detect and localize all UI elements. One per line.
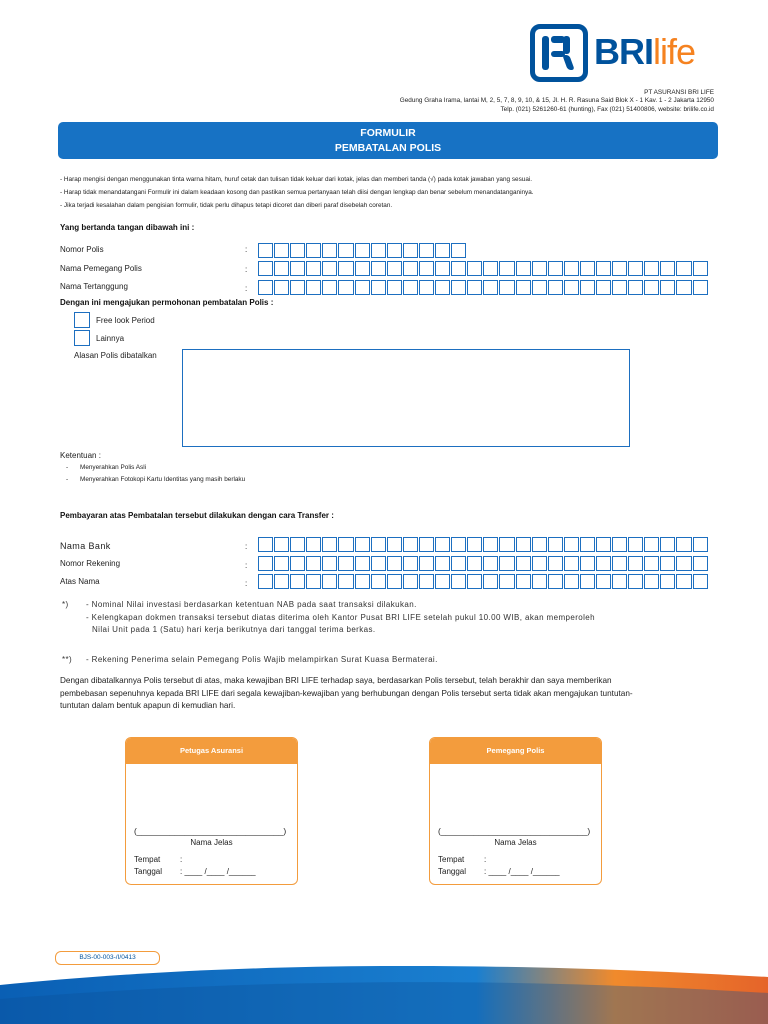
char-box[interactable] xyxy=(403,243,418,258)
nama-pemegang-polis-input[interactable] xyxy=(258,261,709,276)
char-box[interactable] xyxy=(467,537,482,552)
char-box[interactable] xyxy=(355,537,370,552)
char-box[interactable] xyxy=(403,556,418,571)
char-box[interactable] xyxy=(644,574,659,589)
char-box[interactable] xyxy=(516,556,531,571)
char-box[interactable] xyxy=(467,556,482,571)
char-box[interactable] xyxy=(499,537,514,552)
company-info xyxy=(400,89,714,114)
char-box[interactable] xyxy=(258,537,273,552)
char-box[interactable] xyxy=(274,574,289,589)
char-box[interactable] xyxy=(483,261,498,276)
char-box[interactable] xyxy=(548,574,563,589)
char-box[interactable] xyxy=(274,556,289,571)
char-box[interactable] xyxy=(435,243,450,258)
char-box[interactable] xyxy=(596,280,611,295)
label-nama-bank: Nama Bank xyxy=(60,541,111,551)
char-box[interactable] xyxy=(693,261,708,276)
char-box[interactable] xyxy=(322,261,337,276)
logo-wordmark: BRIlife xyxy=(594,31,696,72)
label-atas-nama: Atas Nama xyxy=(60,577,100,586)
label-alasan: Alasan Polis dibatalkan xyxy=(74,351,157,360)
char-box[interactable] xyxy=(580,537,595,552)
char-box[interactable] xyxy=(290,556,305,571)
place-label: Tempat xyxy=(438,855,465,864)
char-box[interactable] xyxy=(499,556,514,571)
date-label: Tanggal xyxy=(134,867,163,876)
char-box[interactable] xyxy=(274,243,289,258)
char-box[interactable] xyxy=(548,537,563,552)
signature-card-title: Pemegang Polis xyxy=(430,738,601,764)
footer-wave-decoration xyxy=(0,955,768,1024)
note-line: - Nominal Nilai investasi berdasarkan ketentuan NAB pada saat transaksi dilakukan. xyxy=(86,600,417,609)
char-box[interactable] xyxy=(387,537,402,552)
char-box[interactable] xyxy=(596,537,611,552)
char-box[interactable] xyxy=(693,574,708,589)
char-box[interactable] xyxy=(274,280,289,295)
instruction-item: - Harap tidak menandatangani Formulir ini dalam keadaan kosong dan pastikan semua pertanyaan telah diisi dengan lengkap dan benar sebelum menandatanganinya. xyxy=(60,189,534,196)
char-box[interactable] xyxy=(548,556,563,571)
char-box[interactable] xyxy=(258,280,273,295)
colon: : xyxy=(245,284,248,293)
note-mark: *) xyxy=(62,600,69,609)
char-box[interactable] xyxy=(676,261,691,276)
char-box[interactable] xyxy=(258,556,273,571)
char-box[interactable] xyxy=(322,243,337,258)
char-box[interactable] xyxy=(596,261,611,276)
char-box[interactable] xyxy=(564,537,579,552)
char-box[interactable] xyxy=(435,574,450,589)
list-item: - Menyerahkan Polis Asli xyxy=(66,464,147,471)
char-box[interactable] xyxy=(596,556,611,571)
char-box[interactable] xyxy=(644,556,659,571)
char-box[interactable] xyxy=(548,280,563,295)
section-signer-heading: Yang bertanda tangan dibawah ini : xyxy=(60,223,195,232)
char-box[interactable] xyxy=(338,261,353,276)
label-nomor-polis: Nomor Polis xyxy=(60,245,104,254)
signature-line[interactable]: (_______________________________) xyxy=(134,826,287,836)
colon: : xyxy=(245,265,248,274)
char-box[interactable] xyxy=(564,261,579,276)
char-box[interactable] xyxy=(532,537,547,552)
char-box[interactable] xyxy=(306,243,321,258)
char-box[interactable] xyxy=(628,280,643,295)
document-id-badge: BJS-00-003-/I/0413 xyxy=(55,951,160,965)
char-box[interactable] xyxy=(290,243,305,258)
date-label: Tanggal xyxy=(438,867,467,876)
signature-card-pemegang xyxy=(429,737,602,885)
char-box[interactable] xyxy=(435,556,450,571)
char-box[interactable] xyxy=(532,556,547,571)
char-box[interactable] xyxy=(660,280,675,295)
char-box[interactable] xyxy=(355,574,370,589)
char-box[interactable] xyxy=(258,574,273,589)
char-box[interactable] xyxy=(612,280,627,295)
company-contact: Telp. (021) 5261260-61 (hunting), Fax (021) 51400806, website: brilife.co.id xyxy=(500,105,714,113)
char-box[interactable] xyxy=(628,574,643,589)
place-label: Tempat xyxy=(134,855,161,864)
colon: : xyxy=(245,561,248,570)
char-box[interactable] xyxy=(322,280,337,295)
char-box[interactable] xyxy=(290,280,305,295)
free-look-checkbox[interactable] xyxy=(74,312,90,328)
char-box[interactable] xyxy=(693,556,708,571)
char-box[interactable] xyxy=(693,280,708,295)
form-title-line1: FORMULIR xyxy=(360,127,416,139)
char-box[interactable] xyxy=(676,280,691,295)
char-box[interactable] xyxy=(628,261,643,276)
company-address: Gedung Graha Irama, lantai M, 2, 5, 7, 8, 9, 10, & 15, Jl. H. R. Rasuna Said Blok X - 1 Kav. 1 - 2 Jakarta 12950 xyxy=(399,97,714,105)
char-box[interactable] xyxy=(322,556,337,571)
list-item: - Menyerahkan Fotokopi Kartu Identitas yang masih berlaku xyxy=(66,476,246,483)
char-box[interactable] xyxy=(483,556,498,571)
nomor-rekening-input[interactable] xyxy=(258,556,709,571)
char-box[interactable] xyxy=(564,280,579,295)
signature-fields xyxy=(134,854,256,878)
char-box[interactable] xyxy=(355,556,370,571)
char-box[interactable] xyxy=(355,261,370,276)
note-line: - Kelengkapan dokmen transaksi tersebut diatas diterima oleh Kantor Pusat BRI LIFE setelah pukul 10.00 WIB, akan memperoleh xyxy=(86,612,596,622)
signature-line[interactable]: (_______________________________) xyxy=(438,826,591,836)
form-title-line2: PEMBATALAN POLIS xyxy=(334,142,442,154)
char-box[interactable] xyxy=(355,243,370,258)
date-value[interactable]: : ____ /____ /______ xyxy=(180,867,256,876)
char-box[interactable] xyxy=(564,574,579,589)
char-box[interactable] xyxy=(387,280,402,295)
char-box[interactable] xyxy=(467,280,482,295)
label-nama-tertanggung: Nama Tertanggung xyxy=(60,282,128,291)
char-box[interactable] xyxy=(499,574,514,589)
char-box[interactable] xyxy=(419,280,434,295)
char-box[interactable] xyxy=(419,556,434,571)
section-request-heading: Dengan ini mengajukan permohonan pembatalan Polis : xyxy=(60,298,274,307)
char-box[interactable] xyxy=(306,574,321,589)
char-box[interactable] xyxy=(322,574,337,589)
declaration-statement: Dengan dibatalkannya Polis tersebut di atas, maka kewajiban BRI LIFE terhadap saya, berdasarkan Polis tersebut, telah berakhir dan saya memberikan pembebasan sepenuhnya kepada BRI LIFE dari segala kewajiban-kewajiban yang berhubungan dengan Polis tersebut serta tidak akan mengajukan tuntutan-tuntutan dalam bentuk apapun di kemudian hari. xyxy=(60,676,633,710)
char-box[interactable] xyxy=(612,574,627,589)
char-box[interactable] xyxy=(644,261,659,276)
place-value[interactable]: : xyxy=(180,855,183,864)
char-box[interactable] xyxy=(499,261,514,276)
char-box[interactable] xyxy=(451,574,466,589)
char-box[interactable] xyxy=(435,261,450,276)
lainnya-checkbox[interactable] xyxy=(74,330,90,346)
instruction-item: - Jika terjadi kesalahan dalam pengisian formulir, tidak perlu dihapus tetapi dicoret dan diberi paraf disebelah coretan. xyxy=(60,202,393,209)
char-box[interactable] xyxy=(371,261,386,276)
char-box[interactable] xyxy=(419,574,434,589)
char-box[interactable] xyxy=(580,280,595,295)
char-box[interactable] xyxy=(451,261,466,276)
char-box[interactable] xyxy=(274,537,289,552)
char-box[interactable] xyxy=(532,574,547,589)
signature-name-label: Nama Jelas xyxy=(190,838,233,847)
signature-card-title: Petugas Asuransi xyxy=(126,738,297,764)
char-box[interactable] xyxy=(676,537,691,552)
char-box[interactable] xyxy=(483,537,498,552)
section-transfer-heading: Pembayaran atas Pembatalan tersebut dilakukan dengan cara Transfer : xyxy=(60,511,334,520)
char-box[interactable] xyxy=(355,280,370,295)
date-value[interactable]: : ____ /____ /______ xyxy=(484,867,560,876)
char-box[interactable] xyxy=(435,537,450,552)
char-box[interactable] xyxy=(612,537,627,552)
char-box[interactable] xyxy=(371,556,386,571)
char-box[interactable] xyxy=(290,574,305,589)
char-box[interactable] xyxy=(451,556,466,571)
alasan-textarea[interactable] xyxy=(182,349,630,447)
char-box[interactable] xyxy=(338,537,353,552)
colon: : xyxy=(245,542,248,551)
char-box[interactable] xyxy=(660,574,675,589)
char-box[interactable] xyxy=(306,537,321,552)
char-box[interactable] xyxy=(676,556,691,571)
char-box[interactable] xyxy=(483,280,498,295)
label-nama-pemegang-polis: Nama Pemegang Polis xyxy=(60,264,142,273)
char-box[interactable] xyxy=(338,574,353,589)
char-box[interactable] xyxy=(451,537,466,552)
char-box[interactable] xyxy=(628,537,643,552)
char-box[interactable] xyxy=(419,243,434,258)
char-box[interactable] xyxy=(628,556,643,571)
char-box[interactable] xyxy=(580,556,595,571)
char-box[interactable] xyxy=(564,556,579,571)
ketentuan-heading: Ketentuan : xyxy=(60,451,101,460)
note-line: Nilai Unit pada 1 (Satu) hari kerja berikutnya dari tanggal terima berkas. xyxy=(92,625,376,634)
char-box[interactable] xyxy=(660,261,675,276)
bri-logo-mark-icon xyxy=(530,24,588,82)
char-box[interactable] xyxy=(403,261,418,276)
char-box[interactable] xyxy=(306,280,321,295)
nama-bank-input[interactable] xyxy=(258,537,709,552)
char-box[interactable] xyxy=(403,574,418,589)
char-box[interactable] xyxy=(387,243,402,258)
char-box[interactable] xyxy=(338,243,353,258)
char-box[interactable] xyxy=(338,280,353,295)
char-box[interactable] xyxy=(532,261,547,276)
char-box[interactable] xyxy=(387,556,402,571)
char-box[interactable] xyxy=(435,280,450,295)
char-box[interactable] xyxy=(467,574,482,589)
char-box[interactable] xyxy=(612,556,627,571)
char-box[interactable] xyxy=(499,280,514,295)
place-value[interactable]: : xyxy=(484,855,487,864)
char-box[interactable] xyxy=(516,537,531,552)
char-box[interactable] xyxy=(451,280,466,295)
char-box[interactable] xyxy=(258,261,273,276)
char-box[interactable] xyxy=(467,261,482,276)
char-box[interactable] xyxy=(306,261,321,276)
brilife-logo xyxy=(530,24,696,84)
atas-nama-input[interactable] xyxy=(258,574,709,589)
char-box[interactable] xyxy=(403,537,418,552)
char-box[interactable] xyxy=(371,280,386,295)
company-name: PT ASURANSI BRI LIFE xyxy=(644,89,714,96)
char-box[interactable] xyxy=(419,261,434,276)
nama-tertanggung-input[interactable] xyxy=(258,280,709,295)
char-box[interactable] xyxy=(660,556,675,571)
note-line: - Rekening Penerima selain Pemegang Polis Wajib melampirkan Surat Kuasa Bermaterai. xyxy=(86,655,438,664)
char-box[interactable] xyxy=(516,574,531,589)
nomor-polis-input[interactable] xyxy=(258,243,467,258)
char-box[interactable] xyxy=(274,261,289,276)
colon: : xyxy=(245,245,248,254)
char-box[interactable] xyxy=(451,243,466,258)
char-box[interactable] xyxy=(644,280,659,295)
signature-card-petugas xyxy=(125,737,298,885)
char-box[interactable] xyxy=(612,261,627,276)
instructions xyxy=(60,173,534,212)
char-box[interactable] xyxy=(483,574,498,589)
char-box[interactable] xyxy=(516,261,531,276)
char-box[interactable] xyxy=(306,556,321,571)
char-box[interactable] xyxy=(676,574,691,589)
char-box[interactable] xyxy=(338,556,353,571)
char-box[interactable] xyxy=(660,537,675,552)
char-box[interactable] xyxy=(387,261,402,276)
char-box[interactable] xyxy=(290,261,305,276)
char-box[interactable] xyxy=(596,574,611,589)
ketentuan-list xyxy=(66,462,245,486)
char-box[interactable] xyxy=(532,280,547,295)
instruction-item: - Harap mengisi dengan menggunakan tinta warna hitam, huruf cetak dan tulisan tidak keluar dari kotak, jelas dan memberi tanda (√) pada kotak jawaban yang sesuai. xyxy=(60,176,533,183)
signature-fields xyxy=(438,854,560,878)
char-box[interactable] xyxy=(693,537,708,552)
option-lainnya: Lainnya xyxy=(96,334,125,343)
char-box[interactable] xyxy=(371,243,386,258)
char-box[interactable] xyxy=(644,537,659,552)
label-nomor-rekening: Nomor Rekening xyxy=(60,559,121,568)
char-box[interactable] xyxy=(403,280,418,295)
char-box[interactable] xyxy=(548,261,563,276)
char-box[interactable] xyxy=(290,537,305,552)
char-box[interactable] xyxy=(371,574,386,589)
char-box[interactable] xyxy=(580,261,595,276)
note-mark: **) xyxy=(62,655,73,664)
char-box[interactable] xyxy=(419,537,434,552)
option-free-look: Free look Period xyxy=(96,316,155,325)
char-box[interactable] xyxy=(580,574,595,589)
char-box[interactable] xyxy=(258,243,273,258)
char-box[interactable] xyxy=(387,574,402,589)
signature-name-label: Nama Jelas xyxy=(494,838,537,847)
char-box[interactable] xyxy=(322,537,337,552)
char-box[interactable] xyxy=(516,280,531,295)
char-box[interactable] xyxy=(371,537,386,552)
colon: : xyxy=(245,579,248,588)
form-title-bar xyxy=(58,122,718,159)
